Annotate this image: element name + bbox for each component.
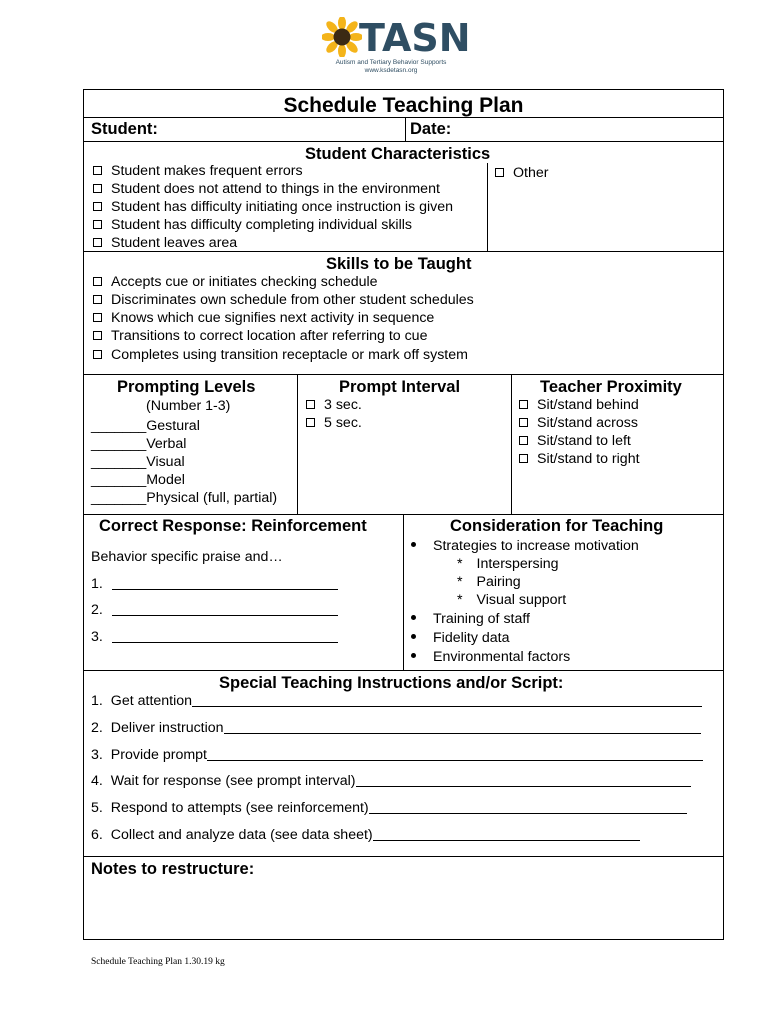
checkbox-icon[interactable]: [93, 295, 102, 304]
interval-item[interactable]: 5 sec.: [306, 415, 362, 432]
proximity-item[interactable]: Sit/stand across: [519, 415, 638, 432]
fill-in-line[interactable]: [112, 576, 338, 590]
special-instructions-heading: Special Teaching Instructions and/or Script:: [219, 674, 564, 692]
consideration-item: Strategies to increase motivation: [411, 538, 639, 555]
bullet-icon: [411, 634, 416, 639]
script-step[interactable]: 5. Respond to attempts (see reinforcement): [91, 800, 687, 817]
reinforcement-blank[interactable]: 1.: [91, 576, 338, 593]
characteristic-item[interactable]: Student has difficulty completing individual skills: [93, 217, 412, 234]
schedule-teaching-plan-form: [83, 89, 724, 940]
checkbox-icon[interactable]: [519, 400, 528, 409]
tasn-logo: [322, 15, 471, 77]
proximity-item[interactable]: Sit/stand behind: [519, 397, 639, 414]
fill-in-line[interactable]: [112, 602, 338, 616]
sunflower-icon: [322, 17, 362, 57]
page-title: Schedule Teaching Plan: [283, 94, 524, 117]
checkbox-icon[interactable]: [519, 418, 528, 427]
checkbox-icon[interactable]: [519, 454, 528, 463]
consideration-subitem: * Pairing: [457, 574, 521, 590]
checkbox-icon[interactable]: [93, 166, 102, 175]
bullet-icon: [411, 542, 416, 547]
checkbox-icon[interactable]: [93, 184, 102, 193]
checkbox-icon[interactable]: [495, 168, 504, 177]
prompting-level-item[interactable]: _______Verbal: [91, 436, 187, 452]
notes-heading: Notes to restructure:: [91, 860, 255, 878]
footer-version: Schedule Teaching Plan 1.30.19 kg: [91, 957, 225, 967]
skill-item[interactable]: Completes using transition receptacle or mark off system: [93, 347, 468, 364]
consideration-item: Training of staff: [411, 611, 530, 628]
proximity-item[interactable]: Sit/stand to right: [519, 451, 640, 468]
script-step[interactable]: 4. Wait for response (see prompt interval): [91, 773, 691, 790]
skills-heading: Skills to be Taught: [326, 255, 472, 273]
prompting-levels-heading: Prompting Levels: [117, 378, 256, 396]
prompting-level-item[interactable]: _______Visual: [91, 454, 185, 470]
checkbox-icon[interactable]: [93, 313, 102, 322]
logo-tagline-line1: Autism and Tertiary Behavior Supports: [335, 59, 447, 66]
script-step[interactable]: 3. Provide prompt: [91, 747, 703, 764]
student-characteristics-heading: Student Characteristics: [305, 145, 491, 163]
skill-item[interactable]: Accepts cue or initiates checking schedule: [93, 274, 378, 291]
date-field-label[interactable]: Date:: [410, 120, 452, 138]
prompting-levels-subheading: (Number 1-3): [146, 398, 231, 414]
reinforcement-blank[interactable]: 3.: [91, 629, 338, 646]
consideration-item: Fidelity data: [411, 630, 510, 647]
checkbox-icon[interactable]: [93, 202, 102, 211]
logo-wordmark: TASN: [359, 16, 471, 60]
student-field-label[interactable]: Student:: [91, 120, 158, 138]
teacher-proximity-heading: Teacher Proximity: [540, 378, 682, 396]
prompt-interval-heading: Prompt Interval: [339, 378, 461, 396]
fill-in-line[interactable]: [207, 747, 703, 761]
skill-item[interactable]: Discriminates own schedule from other student schedules: [93, 292, 474, 309]
script-step[interactable]: 6. Collect and analyze data (see data sheet): [91, 827, 640, 844]
reinforcement-heading: Correct Response: Reinforcement: [99, 517, 367, 535]
script-step[interactable]: 2. Deliver instruction: [91, 720, 701, 737]
characteristic-item[interactable]: Student makes frequent errors: [93, 163, 303, 180]
checkbox-icon[interactable]: [519, 436, 528, 445]
checkbox-icon[interactable]: [306, 418, 315, 427]
checkbox-icon[interactable]: [93, 238, 102, 247]
checkbox-icon[interactable]: [93, 277, 102, 286]
fill-in-line[interactable]: [112, 629, 338, 643]
skill-item[interactable]: Transitions to correct location after referring to cue: [93, 328, 427, 345]
skill-item[interactable]: Knows which cue signifies next activity in sequence: [93, 310, 434, 327]
fill-in-line[interactable]: [373, 827, 640, 841]
reinforcement-intro: Behavior specific praise and…: [91, 549, 283, 565]
notes-area[interactable]: [84, 880, 723, 938]
checkbox-icon[interactable]: [306, 400, 315, 409]
bullet-icon: [411, 653, 416, 658]
consideration-item: Environmental factors: [411, 649, 570, 666]
reinforcement-blank[interactable]: 2.: [91, 602, 338, 619]
checkbox-icon[interactable]: [93, 331, 102, 340]
consideration-subitem: * Visual support: [457, 592, 567, 608]
consideration-subitem: * Interspersing: [457, 556, 559, 572]
characteristic-other[interactable]: Other: [495, 165, 548, 182]
consideration-heading: Consideration for Teaching: [450, 517, 664, 535]
prompting-level-item[interactable]: _______Model: [91, 472, 185, 488]
logo-url: www.ksdetasn.org: [364, 67, 418, 74]
fill-in-line[interactable]: [192, 693, 702, 707]
proximity-item[interactable]: Sit/stand to left: [519, 433, 631, 450]
prompting-level-item[interactable]: _______Physical (full, partial): [91, 490, 278, 506]
characteristic-item[interactable]: Student leaves area: [93, 235, 237, 252]
fill-in-line[interactable]: [356, 773, 691, 787]
checkbox-icon[interactable]: [93, 220, 102, 229]
checkbox-icon[interactable]: [93, 350, 102, 359]
fill-in-line[interactable]: [369, 800, 687, 814]
characteristic-item[interactable]: Student has difficulty initiating once instruction is given: [93, 199, 453, 216]
interval-item[interactable]: 3 sec.: [306, 397, 362, 414]
script-step[interactable]: 1. Get attention: [91, 693, 702, 710]
fill-in-line[interactable]: [224, 720, 701, 734]
logo-tagline: [328, 59, 454, 75]
prompting-level-item[interactable]: _______Gestural: [91, 418, 200, 434]
bullet-icon: [411, 615, 416, 620]
characteristic-item[interactable]: Student does not attend to things in the environment: [93, 181, 440, 198]
